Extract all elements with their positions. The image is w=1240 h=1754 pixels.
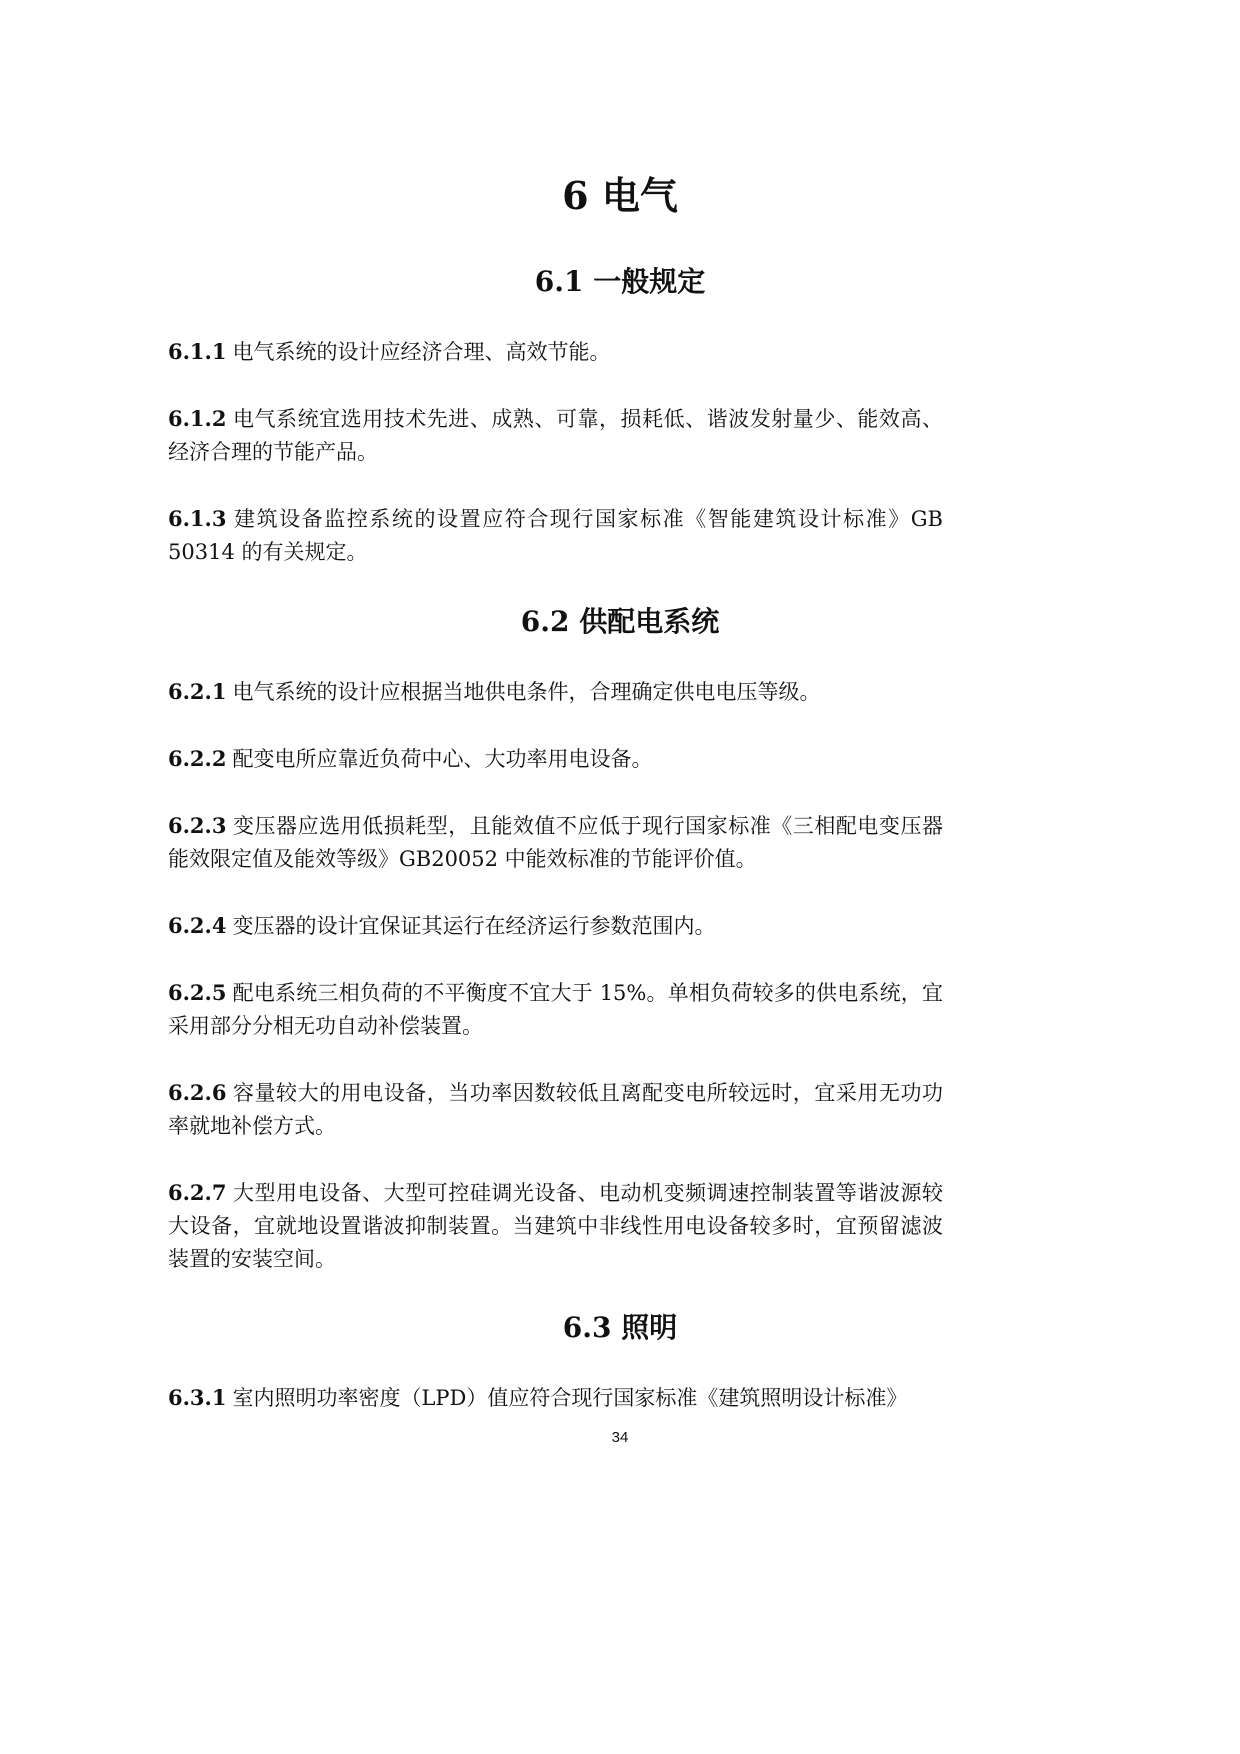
clause-6-1-1 bbox=[168, 335, 943, 369]
clause-6-1-2 bbox=[168, 402, 943, 469]
clause-6-2-3 bbox=[168, 809, 943, 876]
clause-text: 电气系统的设计应根据当地供电条件，合理确定供电电压等级。 bbox=[232, 680, 821, 704]
clause-6-2-2 bbox=[168, 742, 943, 776]
section-title-6-2: 6.2 供配电系统 bbox=[520, 605, 720, 638]
clause-text: 电气系统宜选用技术先进、成熟、可靠，损耗低、谐波发射量少、能效高、经济合理的节能产品。 bbox=[168, 407, 943, 464]
clause-text: 变压器应选用低损耗型，且能效值不应低于现行国家标准《三相配电变压器能效限定值及能效等级》GB20052 中能效标准的节能评价值。 bbox=[168, 814, 943, 871]
clause-number: 6.2.2 bbox=[168, 746, 227, 771]
clause-number: 6.1.2 bbox=[168, 406, 227, 431]
page-number: 34 bbox=[611, 1429, 629, 1446]
clause-6-3-1 bbox=[168, 1381, 943, 1415]
clause-number: 6.1.1 bbox=[168, 339, 227, 364]
clause-6-2-7 bbox=[168, 1176, 943, 1276]
clause-text: 配电系统三相负荷的不平衡度不宜大于 15%。单相负荷较多的供电系统，宜采用部分分相无功自动补偿装置。 bbox=[168, 981, 943, 1038]
clause-6-2-4 bbox=[168, 909, 943, 943]
clause-6-2-5 bbox=[168, 976, 943, 1043]
clause-number: 6.1.3 bbox=[168, 506, 227, 531]
chapter-title: 6 电气 bbox=[562, 173, 678, 218]
clause-number: 6.3.1 bbox=[168, 1385, 227, 1410]
clause-number: 6.2.6 bbox=[168, 1080, 227, 1105]
clause-text: 容量较大的用电设备，当功率因数较低且离配变电所较远时，宜采用无功功率就地补偿方式。 bbox=[168, 1081, 943, 1138]
clause-text: 电气系统的设计应经济合理、高效节能。 bbox=[232, 340, 611, 364]
clause-text: 大型用电设备、大型可控硅调光设备、电动机变频调速控制装置等谐波源较大设备，宜就地设置谐波抑制装置。当建筑中非线性用电设备较多时，宜预留滤波装置的安装空间。 bbox=[168, 1181, 943, 1271]
clause-number: 6.2.7 bbox=[168, 1180, 227, 1205]
clause-number: 6.2.4 bbox=[168, 913, 227, 938]
clause-text: 建筑设备监控系统的设置应符合现行国家标准《智能建筑设计标准》GB 50314 的有关规定。 bbox=[168, 507, 943, 564]
clause-6-2-6 bbox=[168, 1076, 943, 1143]
section-title-6-1: 6.1 一般规定 bbox=[534, 265, 706, 298]
clause-number: 6.2.1 bbox=[168, 679, 227, 704]
clause-6-2-1 bbox=[168, 675, 943, 709]
clause-text: 变压器的设计宜保证其运行在经济运行参数范围内。 bbox=[232, 914, 716, 938]
clause-text: 配变电所应靠近负荷中心、大功率用电设备。 bbox=[232, 747, 653, 771]
clause-text: 室内照明功率密度（LPD）值应符合现行国家标准《建筑照明设计标准》 bbox=[232, 1386, 908, 1410]
clause-number: 6.2.3 bbox=[168, 813, 227, 838]
section-title-6-3: 6.3 照明 bbox=[562, 1311, 678, 1344]
clause-number: 6.2.5 bbox=[168, 980, 227, 1005]
clause-6-1-3 bbox=[168, 502, 943, 569]
